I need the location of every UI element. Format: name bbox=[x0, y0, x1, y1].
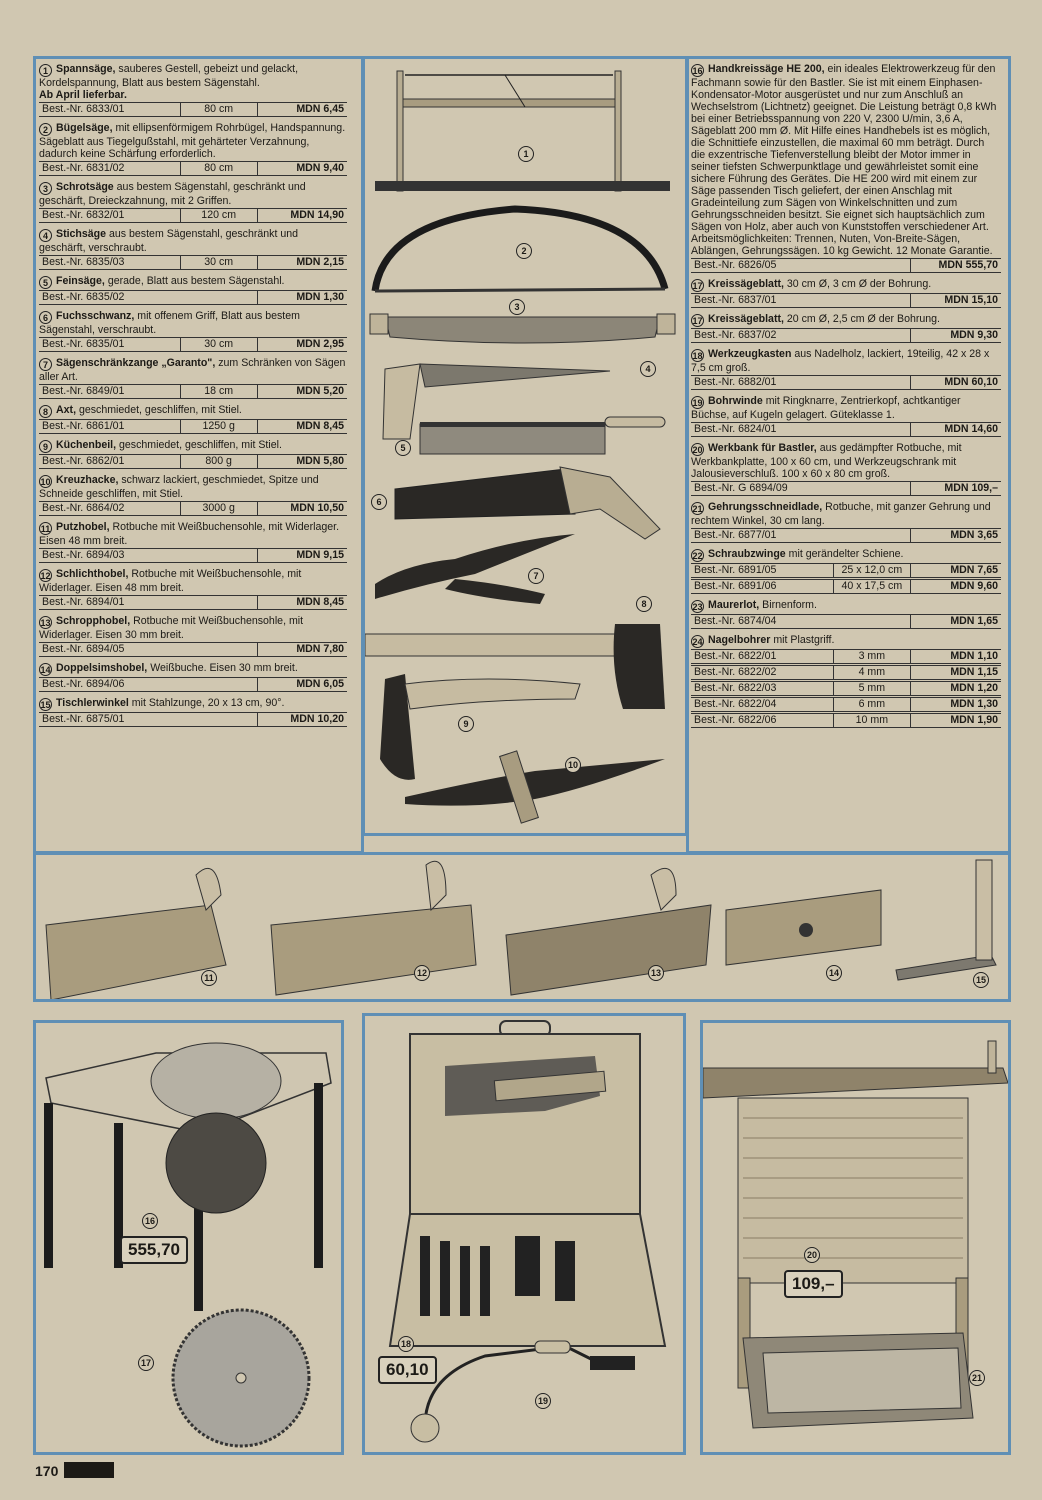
item-price: MDN 15,10 bbox=[944, 294, 998, 306]
order-row bbox=[39, 419, 347, 434]
item-price: MDN 8,45 bbox=[296, 596, 344, 608]
handsaw-icon bbox=[395, 467, 660, 539]
item-description bbox=[691, 599, 1001, 613]
callout-6: 6 bbox=[371, 494, 387, 510]
order-row bbox=[39, 255, 347, 270]
item-size: 1250 g bbox=[181, 420, 258, 433]
price-tag-workbench: 109,– bbox=[784, 1270, 843, 1298]
item-description bbox=[39, 122, 347, 160]
item-description bbox=[691, 548, 1001, 562]
item-size: 4 mm bbox=[834, 666, 912, 679]
item-name: Bohrwinde bbox=[708, 395, 763, 407]
order-row bbox=[691, 481, 1001, 496]
item-number: 24 bbox=[692, 637, 703, 647]
catalog-item bbox=[691, 599, 1001, 629]
order-row bbox=[691, 665, 1001, 680]
order-number: Best.-Nr. 6894/01 bbox=[39, 596, 258, 609]
item-name: Bügelsäge, bbox=[56, 122, 113, 134]
catalog-item bbox=[691, 313, 1001, 343]
item-number: 10 bbox=[40, 477, 51, 487]
hatchet-icon bbox=[380, 674, 580, 780]
catalog-item bbox=[691, 63, 1001, 273]
saw-blade-icon bbox=[173, 1310, 309, 1446]
item-number: 4 bbox=[39, 229, 52, 242]
order-row bbox=[39, 102, 347, 117]
item-name: Tischlerwinkel bbox=[56, 697, 129, 709]
item-number: 3 bbox=[39, 182, 52, 195]
item-number: 13 bbox=[40, 618, 51, 628]
callout-16: 16 bbox=[142, 1213, 158, 1229]
item-description bbox=[39, 568, 347, 594]
item-size: 30 cm bbox=[181, 338, 258, 351]
item-number: 11 bbox=[40, 524, 51, 534]
order-number: Best.-Nr. 6835/03 bbox=[39, 256, 181, 269]
item-price: MDN 7,65 bbox=[950, 564, 998, 576]
order-row bbox=[39, 454, 347, 469]
catalog-item bbox=[39, 697, 347, 727]
order-number: Best.-Nr. 6864/02 bbox=[39, 502, 181, 515]
catalog-item bbox=[691, 348, 1001, 390]
toolbox-illustration bbox=[365, 1016, 683, 1452]
item-price: MDN 6,45 bbox=[296, 103, 344, 115]
order-row bbox=[39, 290, 347, 305]
item-number: 14 bbox=[40, 665, 51, 675]
callout-21: 21 bbox=[969, 1370, 985, 1386]
item-number: 1 bbox=[39, 64, 52, 77]
order-number: Best.-Nr. 6822/02 bbox=[691, 666, 834, 679]
callout-19: 19 bbox=[535, 1393, 551, 1409]
right-item-list bbox=[691, 63, 1001, 733]
item-name: Kreuzhacke, bbox=[56, 474, 119, 486]
item-description bbox=[39, 439, 347, 453]
order-number: Best.-Nr. G 6894/09 bbox=[691, 482, 911, 495]
catalog-item bbox=[39, 521, 347, 563]
item-description bbox=[39, 310, 347, 336]
catalog-item bbox=[691, 442, 1001, 496]
catalog-item bbox=[39, 474, 347, 516]
callout-3: 3 bbox=[509, 299, 525, 315]
item-name: Handkreissäge HE 200, bbox=[708, 63, 825, 75]
item-description bbox=[39, 181, 347, 207]
item-name: Putzhobel, bbox=[56, 521, 110, 533]
item-description bbox=[39, 228, 347, 254]
item-text: ein ideales Elektrowerkzeug für den Fachmann sowie für den Bastler. Sie ist mit einem Einphasen-Kondensator-Motor ausgerüstet und nur zum Anschluß an Wechselstrom (Lichtnetz) geeignet. Die Leistung beträgt 0,8 kWh bei einer Betriebsspannung von 220 V, 2300 U/min, 3,6 A, Sägeblatt 200 mm Ø. Mit Hilfe eines Handhebels ist es möglich, die Schnittiefe einzustellen, die maximal 60 mm beträgt. Durch die exzentrische Tiefenverstellung bleibt der Motor immer in seiner tiefsten Schwerpunktlage und gewährleistet somit eine sichere Führung des Gerätes. Die HE 200 wird mit einem zur Säge passenden Tisch geliefert, der einen Anschlag mit Gradeinteilung zum Sägen von Winkelschnitten und zum Gehrungsschneiden besitzt. Sie eignet sich hauptsächlich zum Sägen von Holz, aber auch von Kunststoffen verschiedener Art. Arbeitsmöglichkeiten: Trennen, Nuten, Von-Breite-Sägen, Ablängen, Gehrungssägen. 10 kg Gewicht. 12 Monate Garantie. bbox=[691, 63, 997, 257]
crosscut-saw-icon bbox=[370, 314, 675, 343]
item-number: 19 bbox=[692, 398, 703, 408]
item-price: MDN 1,65 bbox=[950, 615, 998, 627]
order-number: Best.-Nr. 6861/01 bbox=[39, 420, 181, 433]
item-text: geschmiedet, geschliffen, mit Stiel. bbox=[78, 404, 242, 416]
item-price: MDN 6,05 bbox=[296, 678, 344, 690]
item-number: 17 bbox=[692, 281, 703, 291]
item-number: 15 bbox=[40, 700, 51, 710]
item-price: MDN 1,20 bbox=[950, 682, 998, 694]
item-text: Birnenform. bbox=[762, 599, 817, 611]
callout-14: 14 bbox=[826, 965, 842, 981]
item-price: MDN 5,20 bbox=[296, 385, 344, 397]
item-text: schwarz lackiert, geschmiedet, Spitze und Schneide geschliffen, mit Stiel. bbox=[39, 474, 319, 500]
callout-8: 8 bbox=[636, 596, 652, 612]
workbench-illustration bbox=[703, 1023, 1008, 1453]
item-price: MDN 1,10 bbox=[950, 650, 998, 662]
circular-saw-table-icon bbox=[44, 1043, 331, 1311]
item-text: aus bestem Sägenstahl, geschränkt und geschärft, Dreieckzahnung, mit 2 Griffen. bbox=[39, 181, 306, 207]
order-number: Best.-Nr. 6894/05 bbox=[39, 643, 258, 656]
item-name: Kreissägeblatt, bbox=[708, 313, 784, 325]
item-name: Maurerlot, bbox=[708, 599, 760, 611]
page-footer bbox=[35, 1462, 114, 1479]
order-row bbox=[691, 422, 1001, 437]
item-availability: Ab April lieferbar. bbox=[39, 89, 127, 101]
catalog-item bbox=[39, 615, 347, 657]
callout-5: 5 bbox=[395, 440, 411, 456]
callout-11: 11 bbox=[201, 970, 217, 986]
catalog-item bbox=[39, 357, 347, 399]
item-description bbox=[39, 63, 347, 101]
item-size: 800 g bbox=[181, 455, 258, 468]
item-price: MDN 5,80 bbox=[296, 455, 344, 467]
order-number: Best.-Nr. 6835/02 bbox=[39, 291, 258, 304]
item-text: mit ellipsenförmigem Rohrbügel, Handspannung. Sägeblatt aus Tiegelgußstahl, mit gehärteter Verzahnung, dadurch keine Schärfung erforderlich. bbox=[39, 122, 346, 160]
item-description bbox=[691, 278, 1001, 292]
item-price: MDN 10,20 bbox=[290, 713, 344, 725]
order-number: Best.-Nr. 6822/06 bbox=[691, 714, 834, 727]
frame-saw-icon bbox=[375, 71, 670, 191]
callout-12: 12 bbox=[414, 965, 430, 981]
item-name: Gehrungsschneidlade, bbox=[708, 501, 823, 513]
order-number: Best.-Nr. 6877/01 bbox=[691, 529, 911, 542]
item-size: 40 x 17,5 cm bbox=[834, 580, 912, 593]
item-price: MDN 14,60 bbox=[944, 423, 998, 435]
item-description bbox=[39, 662, 347, 676]
item-description bbox=[691, 313, 1001, 327]
item-number: 6 bbox=[39, 311, 52, 324]
item-price: MDN 14,90 bbox=[290, 209, 344, 221]
jack-plane-icon bbox=[271, 861, 476, 995]
order-row bbox=[39, 384, 347, 399]
catalog-item bbox=[691, 395, 1001, 437]
order-number: Best.-Nr. 6837/02 bbox=[691, 329, 911, 342]
callout-20: 20 bbox=[804, 1247, 820, 1263]
item-text: sauberes Gestell, gebeizt und gelackt, Kordelspannung, Blatt aus bestem Sägenstahl. bbox=[39, 63, 299, 89]
item-name: Küchenbeil, bbox=[56, 439, 117, 451]
pickaxe-icon bbox=[405, 751, 665, 823]
order-number: Best.-Nr. 6891/05 bbox=[691, 564, 834, 577]
order-row bbox=[691, 579, 1001, 594]
order-number: Best.-Nr. 6822/04 bbox=[691, 698, 834, 711]
item-size: 3 mm bbox=[834, 650, 912, 663]
item-description bbox=[39, 521, 347, 547]
item-price: MDN 1,30 bbox=[950, 698, 998, 710]
item-size: 6 mm bbox=[834, 698, 912, 711]
item-description bbox=[691, 501, 1001, 527]
toolbox-icon bbox=[390, 1021, 665, 1346]
item-price: MDN 555,70 bbox=[938, 259, 998, 271]
item-text: mit Ringknarre, Zentrierkopf, achtkantiger Büchse, auf Kugeln gelagert. Güteklasse 1. bbox=[691, 395, 961, 421]
order-number: Best.-Nr. 6894/03 bbox=[39, 549, 258, 562]
item-number: 9 bbox=[39, 440, 52, 453]
tenon-saw-icon bbox=[420, 417, 665, 454]
left-item-list bbox=[39, 63, 347, 732]
item-price: MDN 2,95 bbox=[296, 338, 344, 350]
item-price: MDN 1,30 bbox=[296, 291, 344, 303]
item-description bbox=[691, 395, 1001, 421]
item-description bbox=[39, 474, 347, 500]
item-number: 17 bbox=[692, 316, 703, 326]
order-row bbox=[39, 677, 347, 692]
item-name: Werkzeugkasten bbox=[708, 348, 792, 360]
item-price: MDN 1,90 bbox=[950, 714, 998, 726]
item-description bbox=[39, 615, 347, 641]
callout-17: 17 bbox=[138, 1355, 154, 1371]
item-price: MDN 8,45 bbox=[296, 420, 344, 432]
item-size: 120 cm bbox=[181, 209, 258, 222]
item-name: Kreissägeblatt, bbox=[708, 278, 784, 290]
item-size: 30 cm bbox=[181, 256, 258, 269]
callout-4: 4 bbox=[640, 361, 656, 377]
catalog-item bbox=[39, 568, 347, 610]
item-name: Schropphobel, bbox=[56, 615, 131, 627]
item-number: 18 bbox=[692, 351, 703, 361]
item-name: Schrotsäge bbox=[56, 181, 114, 193]
item-description bbox=[691, 348, 1001, 374]
item-number: 22 bbox=[692, 551, 703, 561]
item-name: Werkbank für Bastler, bbox=[708, 442, 817, 454]
item-description bbox=[39, 697, 347, 711]
order-row bbox=[39, 642, 347, 657]
item-name: Sägenschränkzange „Garanto", bbox=[56, 357, 216, 369]
order-row bbox=[691, 258, 1001, 273]
item-number: 21 bbox=[692, 504, 703, 514]
smoothing-plane-icon bbox=[46, 868, 226, 999]
page-number: 170 bbox=[35, 1463, 59, 1479]
catalog-item bbox=[691, 501, 1001, 543]
item-size: 25 x 12,0 cm bbox=[834, 564, 912, 577]
callout-18: 18 bbox=[398, 1336, 414, 1352]
item-price: MDN 60,10 bbox=[944, 376, 998, 388]
brace-drill-icon bbox=[411, 1341, 635, 1442]
price-tag-circular-saw: 555,70 bbox=[120, 1236, 188, 1264]
callout-10: 10 bbox=[565, 757, 581, 773]
item-price: MDN 1,15 bbox=[950, 666, 998, 678]
catalog-item bbox=[39, 275, 347, 305]
order-number: Best.-Nr. 6862/01 bbox=[39, 455, 181, 468]
catalog-item bbox=[39, 662, 347, 692]
planes-illustration bbox=[36, 855, 1008, 999]
order-number: Best.-Nr. 6849/01 bbox=[39, 385, 181, 398]
catalog-item bbox=[39, 310, 347, 352]
try-square-icon bbox=[896, 860, 996, 980]
item-size: 80 cm bbox=[181, 162, 258, 175]
miter-box-icon bbox=[743, 1333, 973, 1428]
item-size: 5 mm bbox=[834, 682, 912, 695]
order-row bbox=[39, 595, 347, 610]
catalog-item bbox=[691, 548, 1001, 594]
item-description bbox=[691, 442, 1001, 480]
item-name: Nagelbohrer bbox=[708, 634, 771, 646]
order-number: Best.-Nr. 6824/01 bbox=[691, 423, 911, 436]
order-row bbox=[691, 328, 1001, 343]
item-number: 5 bbox=[39, 276, 52, 289]
order-row bbox=[691, 614, 1001, 629]
item-price: MDN 9,40 bbox=[296, 162, 344, 174]
item-text: 30 cm Ø, 3 cm Ø der Bohrung. bbox=[786, 278, 932, 290]
order-number: Best.-Nr. 6874/04 bbox=[691, 615, 911, 628]
item-description bbox=[691, 634, 1001, 648]
catalog-item bbox=[691, 278, 1001, 308]
order-row bbox=[39, 161, 347, 176]
catalog-item bbox=[39, 122, 347, 176]
item-number: 12 bbox=[40, 571, 51, 581]
order-row bbox=[691, 681, 1001, 696]
order-number: Best.-Nr. 6891/06 bbox=[691, 580, 834, 593]
catalog-item bbox=[39, 63, 347, 117]
scrub-plane-icon bbox=[506, 868, 711, 995]
item-size: 10 mm bbox=[834, 714, 912, 727]
item-text: Weißbuche. Eisen 30 mm breit. bbox=[150, 662, 298, 674]
catalog-item bbox=[39, 181, 347, 223]
item-number: 7 bbox=[39, 358, 52, 371]
order-number: Best.-Nr. 6833/01 bbox=[39, 103, 181, 116]
item-name: Stichsäge bbox=[56, 228, 107, 240]
item-price: MDN 7,80 bbox=[296, 643, 344, 655]
item-text: mit gerändelter Schiene. bbox=[788, 548, 904, 560]
order-number: Best.-Nr. 6822/03 bbox=[691, 682, 834, 695]
order-row bbox=[691, 293, 1001, 308]
item-description bbox=[39, 357, 347, 383]
order-row bbox=[39, 712, 347, 727]
item-text: Rotbuche mit Weißbuchensohle, mit Widerlager. Eisen 48 mm breit. bbox=[39, 521, 340, 547]
order-row bbox=[691, 375, 1001, 390]
order-number: Best.-Nr. 6822/01 bbox=[691, 650, 834, 663]
catalog-item bbox=[39, 439, 347, 469]
saw-set-pliers-icon bbox=[375, 534, 575, 604]
item-size: 80 cm bbox=[181, 103, 258, 116]
catalog-item bbox=[39, 404, 347, 434]
publisher-logo bbox=[64, 1462, 114, 1478]
price-tag-toolbox: 60,10 bbox=[378, 1356, 437, 1384]
item-name: Schlichthobel, bbox=[56, 568, 129, 580]
order-number: Best.-Nr. 6875/01 bbox=[39, 713, 258, 726]
callout-2: 2 bbox=[516, 243, 532, 259]
order-row bbox=[691, 563, 1001, 578]
item-size: 3000 g bbox=[181, 502, 258, 515]
item-price: MDN 10,50 bbox=[290, 502, 344, 514]
callout-15: 15 bbox=[973, 972, 989, 988]
order-number: Best.-Nr. 6837/01 bbox=[691, 294, 911, 307]
item-text: gerade, Blatt aus bestem Sägenstahl. bbox=[107, 275, 285, 287]
order-row bbox=[39, 337, 347, 352]
callout-7: 7 bbox=[528, 568, 544, 584]
order-row bbox=[691, 713, 1001, 728]
item-description bbox=[39, 275, 347, 289]
item-price: MDN 109,– bbox=[944, 482, 998, 494]
catalog-item bbox=[39, 228, 347, 270]
item-description bbox=[39, 404, 347, 418]
catalog-item bbox=[691, 634, 1001, 728]
item-text: mit Plastgriff. bbox=[773, 634, 835, 646]
order-number: Best.-Nr. 6826/05 bbox=[691, 259, 911, 272]
item-text: mit offenem Griff, Blatt aus bestem Sägenstahl, verschraubt. bbox=[39, 310, 300, 336]
item-number: 8 bbox=[39, 405, 52, 418]
item-text: aus gedämpfter Rotbuche, mit Werkbankplatte, 100 x 60 cm, und Werkzeugschrank mit Jalousieverschluß. 100 x 60 x 80 cm groß. bbox=[691, 442, 962, 480]
item-price: MDN 9,15 bbox=[296, 549, 344, 561]
item-number: 16 bbox=[692, 66, 703, 76]
item-text: aus bestem Sägenstahl, geschränkt und geschärft, verschraubt. bbox=[39, 228, 299, 254]
item-text: Rotbuche mit Weißbuchensohle, mit Widerlager. Eisen 30 mm breit. bbox=[39, 615, 304, 641]
item-text: Rotbuche, mit ganzer Gehrung und rechtem Winkel, 30 cm lang. bbox=[691, 501, 991, 527]
callout-9: 9 bbox=[458, 716, 474, 732]
item-size: 18 cm bbox=[181, 385, 258, 398]
order-row bbox=[39, 548, 347, 563]
order-number: Best.-Nr. 6835/01 bbox=[39, 338, 181, 351]
item-name: Feinsäge, bbox=[56, 275, 105, 287]
order-row bbox=[691, 649, 1001, 664]
item-number: 2 bbox=[39, 123, 52, 136]
order-number: Best.-Nr. 6831/02 bbox=[39, 162, 181, 175]
item-price: MDN 9,30 bbox=[950, 329, 998, 341]
item-text: 20 cm Ø, 2,5 cm Ø der Bohrung. bbox=[786, 313, 940, 325]
item-text: Rotbuche mit Weißbuchensohle, mit Widerlager. Eisen 48 mm breit. bbox=[39, 568, 302, 594]
item-name: Spannsäge, bbox=[56, 63, 116, 75]
rebate-plane-icon bbox=[726, 890, 881, 965]
item-text: zum Schränken von Sägen aller Art. bbox=[39, 357, 346, 383]
item-number: 23 bbox=[692, 602, 703, 612]
tools-illustration bbox=[365, 59, 685, 834]
order-number: Best.-Nr. 6832/01 bbox=[39, 209, 181, 222]
item-name: Fuchsschwanz, bbox=[56, 310, 135, 322]
callout-1: 1 bbox=[518, 146, 534, 162]
item-text: aus Nadelholz, lackiert, 19teilig, 42 x 28 x 7,5 cm groß. bbox=[691, 348, 990, 374]
item-price: MDN 9,60 bbox=[950, 580, 998, 592]
item-name: Schraubzwinge bbox=[708, 548, 786, 560]
order-row bbox=[39, 501, 347, 516]
order-number: Best.-Nr. 6894/06 bbox=[39, 678, 258, 691]
item-name: Doppelsimshobel, bbox=[56, 662, 148, 674]
item-price: MDN 2,15 bbox=[296, 256, 344, 268]
item-description bbox=[691, 63, 1001, 257]
item-price: MDN 3,65 bbox=[950, 529, 998, 541]
order-row bbox=[691, 528, 1001, 543]
item-text: mit Stahlzunge, 20 x 13 cm, 90°. bbox=[131, 697, 285, 709]
order-number: Best.-Nr. 6882/01 bbox=[691, 376, 911, 389]
order-row bbox=[39, 208, 347, 223]
order-row bbox=[691, 697, 1001, 712]
item-number: 20 bbox=[692, 445, 703, 455]
item-name: Axt, bbox=[56, 404, 77, 416]
circular-saw-illustration bbox=[36, 1023, 341, 1453]
item-text: geschmiedet, geschliffen, mit Stiel. bbox=[119, 439, 282, 451]
callout-13: 13 bbox=[648, 965, 664, 981]
